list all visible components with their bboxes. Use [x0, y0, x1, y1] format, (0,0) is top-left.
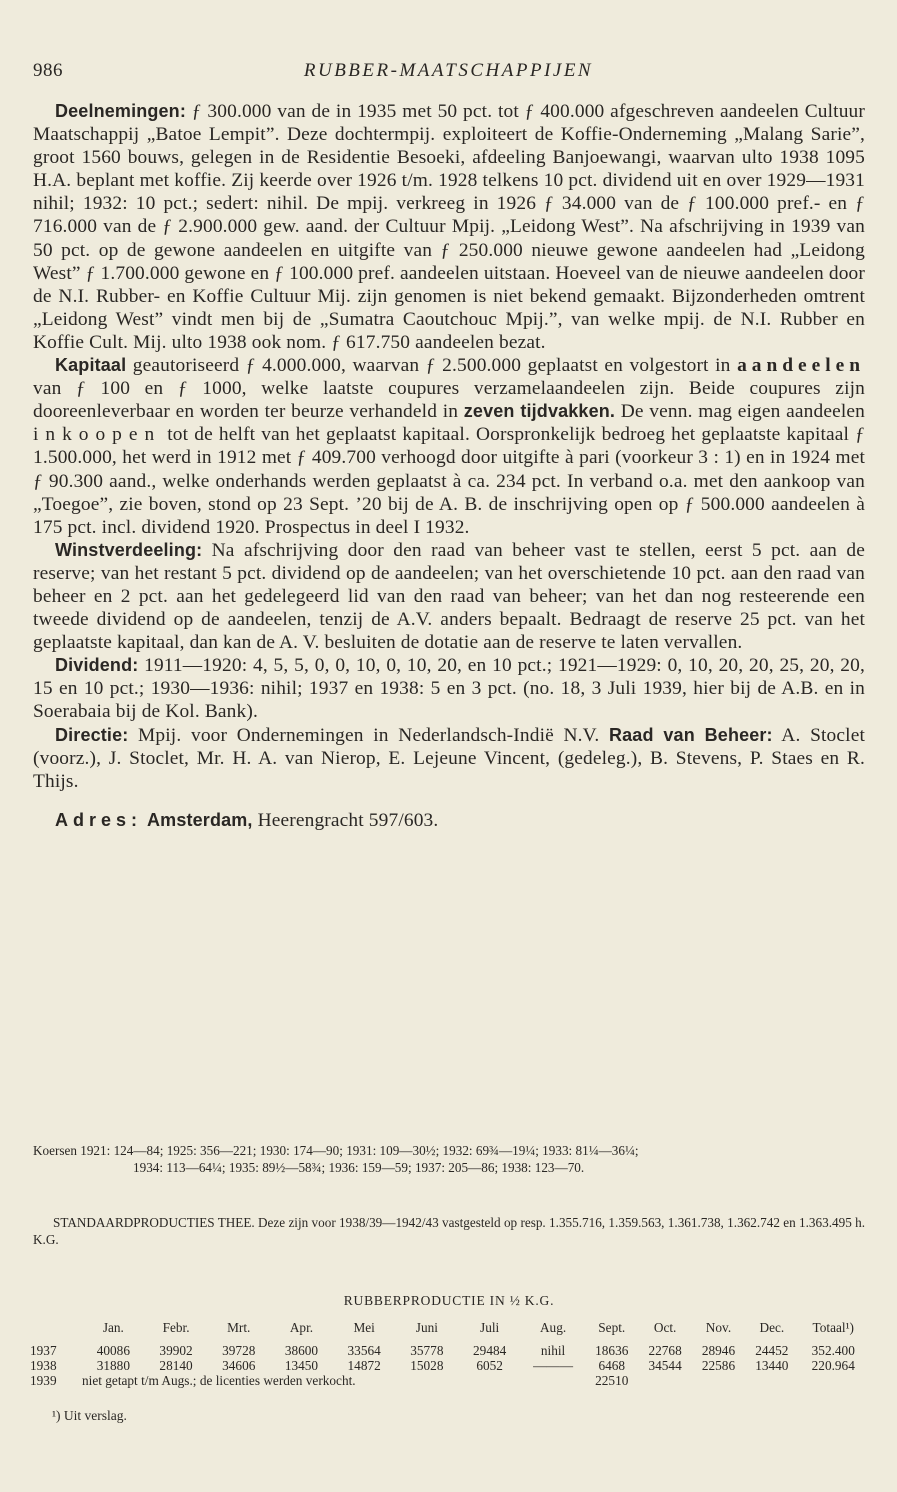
- text-deelnemingen: ƒ 300.000 van de in 1935 met 50 pct. tot ƒ 400.000 afgeschreven aandeelen Cultuur Maatschappij „Batoe Lempit”. Deze dochtermpij. exploiteert de Koffie-Onderneming „Malang Sarie”, groot 1560 bouws, gelegen in de Residentie Besoeki, afdeeling Banjoewangi, waarvan ulto 1938 1095 H.A. beplant met koffie. Zij keerde over 1926 t/m. 1928 telkens 10 pct. dividend uit en over 1929—1931 nihil; 1932: 10 pct.; sedert: nihil. De mpij. verkreeg in 1926 ƒ 34.000 van de ƒ 100.000 pref.- en ƒ 716.000 van de ƒ 2.900.000 gew. aand. der Cultuur Mpij. „Leidong West”. Na afschrijving in 1939 van 50 pct. op de gewone aandeelen en uitgifte van ƒ 250.000 nieuwe gewone aandeelen had „Leidong West” ƒ 1.700.000 gewone en ƒ 100.000 pref. aandeelen uitstaan. Hoeveel van de nieuwe aandeelen door de N.I. Rubber- en Koffie Cultuur Mij. zijn genomen is niet bekend gemaakt. Bijzonderheden omtrent „Leidong West” vindt men bij de „Sumatra Caoutchouc Mpij.”, van welke mpij. de N.I. Rubber en Koffie Cult. Mij. ulto 1938 ook nom. ƒ 617.750 aandeelen bezat.: [33, 101, 865, 353]
- table-cell: 220.964: [811, 1358, 855, 1373]
- label-raad-van-beheer: Raad van Beheer:: [608, 724, 773, 745]
- column-header: Aug.: [539, 1320, 567, 1335]
- table-cell: 34606: [222, 1358, 256, 1373]
- adres-street: Heerengracht 597/603.: [257, 809, 439, 831]
- table-cell: 6468: [598, 1358, 626, 1373]
- table-cell: 29484: [473, 1343, 507, 1358]
- column-header: Juni: [415, 1320, 438, 1335]
- table-cell: 35778: [410, 1343, 444, 1358]
- paragraph-deelnemingen: [33, 100, 865, 354]
- text-kapitaal-zeven: zeven tijdvakken.: [463, 401, 616, 422]
- table-cell: 39902: [159, 1343, 193, 1358]
- table-cell: 34544: [648, 1358, 682, 1373]
- label-dividend: Dividend:: [55, 655, 139, 676]
- table-cell: 22768: [648, 1343, 682, 1358]
- table-cell: 24452: [755, 1343, 789, 1358]
- body-text: [33, 100, 865, 832]
- table-row: [30, 1343, 868, 1358]
- table-cell: nihil: [540, 1343, 566, 1358]
- column-header: [30, 1320, 82, 1343]
- text-dividend: 1911—1920: 4, 5, 5, 0, 0, 10, 0, 10, 20, en 10 pct.; 1921—1929: 0, 10, 20, 20, 25, 20, 20, 15 en 10 pct.; 1930—1936: nihil; 1937 en 1938: 5 en 3 pct. (no. 18, 3 Juli 1939, hier bij de A.B. en in Soerabaia bij de Kol. Bank).: [33, 655, 865, 723]
- table-row: [30, 1358, 868, 1373]
- column-header: Febr.: [162, 1320, 190, 1335]
- standaard-text: Deze zijn voor 1938/39—1942/43 vastgesteld op resp. 1.355.716, 1.359.563, 1.361.738, 1.362.742 en 1.363.495 h. K.G.: [33, 1215, 866, 1247]
- column-header: Nov.: [705, 1320, 732, 1335]
- text-kapitaal-d: tot de helft van het geplaatst kapitaal. Oorspronkelijk bedroeg het geplaatste kapitaal ƒ 1.500.000, het werd in 1912 met ƒ 409.700 verhoogd door uitgifte à pari (voorkeur 3 : 1) en in 1924 met ƒ 90.300 aand., welke onderhands werden geplaatst à ca. 234 pct. In verband o.a. met den aankoop van „Toegoe”, zie boven, stond op 23 Sept. ’20 bij de A. B. de inschrijving open op ƒ 500.000 aandeelen à 175 pct. incl. dividend 1920. Prospectus in deel I 1932.: [33, 424, 865, 538]
- table-cell: 39728: [222, 1343, 256, 1358]
- column-header: Juli: [480, 1320, 500, 1335]
- production-table: [30, 1320, 868, 1388]
- column-header: Mei: [353, 1320, 375, 1335]
- production-table-title: RUBBERPRODUCTIE IN ½ K.G.: [343, 1293, 555, 1308]
- standaard-block: [33, 1214, 865, 1248]
- text-kapitaal-c: De venn. mag eigen aandeelen: [620, 401, 866, 423]
- text-directie-b: A. Stoclet (voorz.), J. Stoclet, Mr. H. A. van Nierop, E. Lejeune Vincent, (gedeleg.), B. Stevens, P. Staes en R. Thijs.: [33, 724, 865, 792]
- label-adres: Adres:: [55, 809, 143, 830]
- table-cell: 18636: [595, 1343, 629, 1358]
- paragraph-adres: [33, 809, 865, 832]
- text-directie-a: Mpij. voor Ondernemingen in Nederlandsch-Indië N.V.: [138, 724, 600, 746]
- column-header: Totaal¹): [812, 1320, 854, 1335]
- table-header-row: [30, 1320, 868, 1343]
- table-cell: 28946: [701, 1343, 736, 1358]
- paragraph-dividend: [33, 654, 865, 723]
- adres-city: Amsterdam,: [147, 809, 253, 830]
- column-header: Mrt.: [227, 1320, 251, 1335]
- koersen-line-1: Koersen 1921: 124—84; 1925: 356—221; 1930: 174—90; 1931: 109—30½; 1932: 69¾—19¼; 1933: 81¼—36¼;: [33, 1143, 639, 1158]
- label-winstverdeeling: Winstverdeeling:: [55, 539, 203, 560]
- column-header: Apr.: [289, 1320, 314, 1335]
- page-number: 986: [33, 60, 63, 81]
- table-row-1939: [30, 1373, 868, 1388]
- table-cell: 31880: [96, 1358, 130, 1373]
- standaard-label: STANDAARDPRODUCTIES THEE.: [53, 1215, 255, 1230]
- table-cell-note: niet getapt t/m Augs.; de licenties werden verkocht.: [82, 1373, 356, 1388]
- running-title: RUBBER-MAATSCHAPPIJEN: [303, 60, 594, 81]
- table-cell: 6052: [476, 1358, 503, 1373]
- table-cell: ———: [533, 1358, 574, 1373]
- table-cell: 1939: [30, 1373, 57, 1388]
- text-kapitaal-b: van ƒ 100 en ƒ 1000, welke laatste coupures verzamelaandeelen zijn. Beide coupures zijn dooreenleverbaar en worden ter beurze verhandeld in: [33, 378, 865, 423]
- table-cell: 352.400: [811, 1343, 855, 1358]
- koersen-block: [33, 1142, 865, 1176]
- column-header: Dec.: [759, 1320, 785, 1335]
- paragraph-directie: [33, 724, 865, 793]
- page-header: [33, 60, 864, 90]
- table-cell: 1937: [30, 1343, 57, 1358]
- paragraph-kapitaal: [33, 354, 865, 539]
- column-header: Jan.: [102, 1320, 124, 1335]
- table-cell: 13440: [755, 1358, 789, 1373]
- table-cell: 33564: [347, 1343, 381, 1358]
- label-deelnemingen: Deelnemingen:: [55, 101, 186, 121]
- table-cell: 14872: [347, 1358, 381, 1373]
- text-kapitaal-a: geautoriseerd ƒ 4.000.000, waarvan ƒ 2.500.000 geplaatst en volgestort in: [132, 355, 731, 377]
- table-cell: 1938: [30, 1358, 57, 1373]
- table-cell: [521, 1373, 585, 1388]
- column-header: Oct.: [653, 1320, 677, 1335]
- text-kapitaal-inkoopen: inkoopen: [33, 424, 162, 446]
- table-cell: 15028: [410, 1358, 444, 1373]
- table-cell: 28140: [159, 1358, 193, 1373]
- table-cell: 40086: [96, 1343, 130, 1358]
- table-cell: [638, 1373, 868, 1388]
- footnote: ¹) Uit verslag.: [52, 1408, 127, 1423]
- koersen-line-2: 1934: 113—64¼; 1935: 89½—58¾; 1936: 159—59; 1937: 205—86; 1938: 123—70.: [133, 1160, 585, 1175]
- column-header: Sept.: [598, 1320, 626, 1335]
- table-cell: 38600: [284, 1343, 319, 1358]
- text-winstverdeeling: Na afschrijving door den raad van beheer vast te stellen, eerst 5 pct. aan de reserve; van het restant 5 pct. dividend op de aandeelen; van het overschietende 10 pct. aan den raad van beheer en 2 pct. aan het gedelegeerd lid van den raad van beheer; van het dan nog resteerende een tweede dividend op de aandeelen, tenzij de A.V. anders bepaalt. Bedraagt de reserve 25 pct. van het geplaatste kapitaal, dan kan de A. V. besluiten de dotatie aan de reserve te laten vervallen.: [33, 539, 866, 654]
- table-cell: 22586: [701, 1358, 736, 1373]
- label-directie: Directie:: [55, 724, 129, 745]
- table-cell: 22510: [595, 1373, 629, 1388]
- paragraph-winstverdeeling: [33, 539, 865, 654]
- label-kapitaal: Kapitaal: [55, 355, 127, 376]
- table-cell: 13450: [284, 1358, 319, 1373]
- text-kapitaal-aandeelen: aandeelen: [737, 355, 866, 377]
